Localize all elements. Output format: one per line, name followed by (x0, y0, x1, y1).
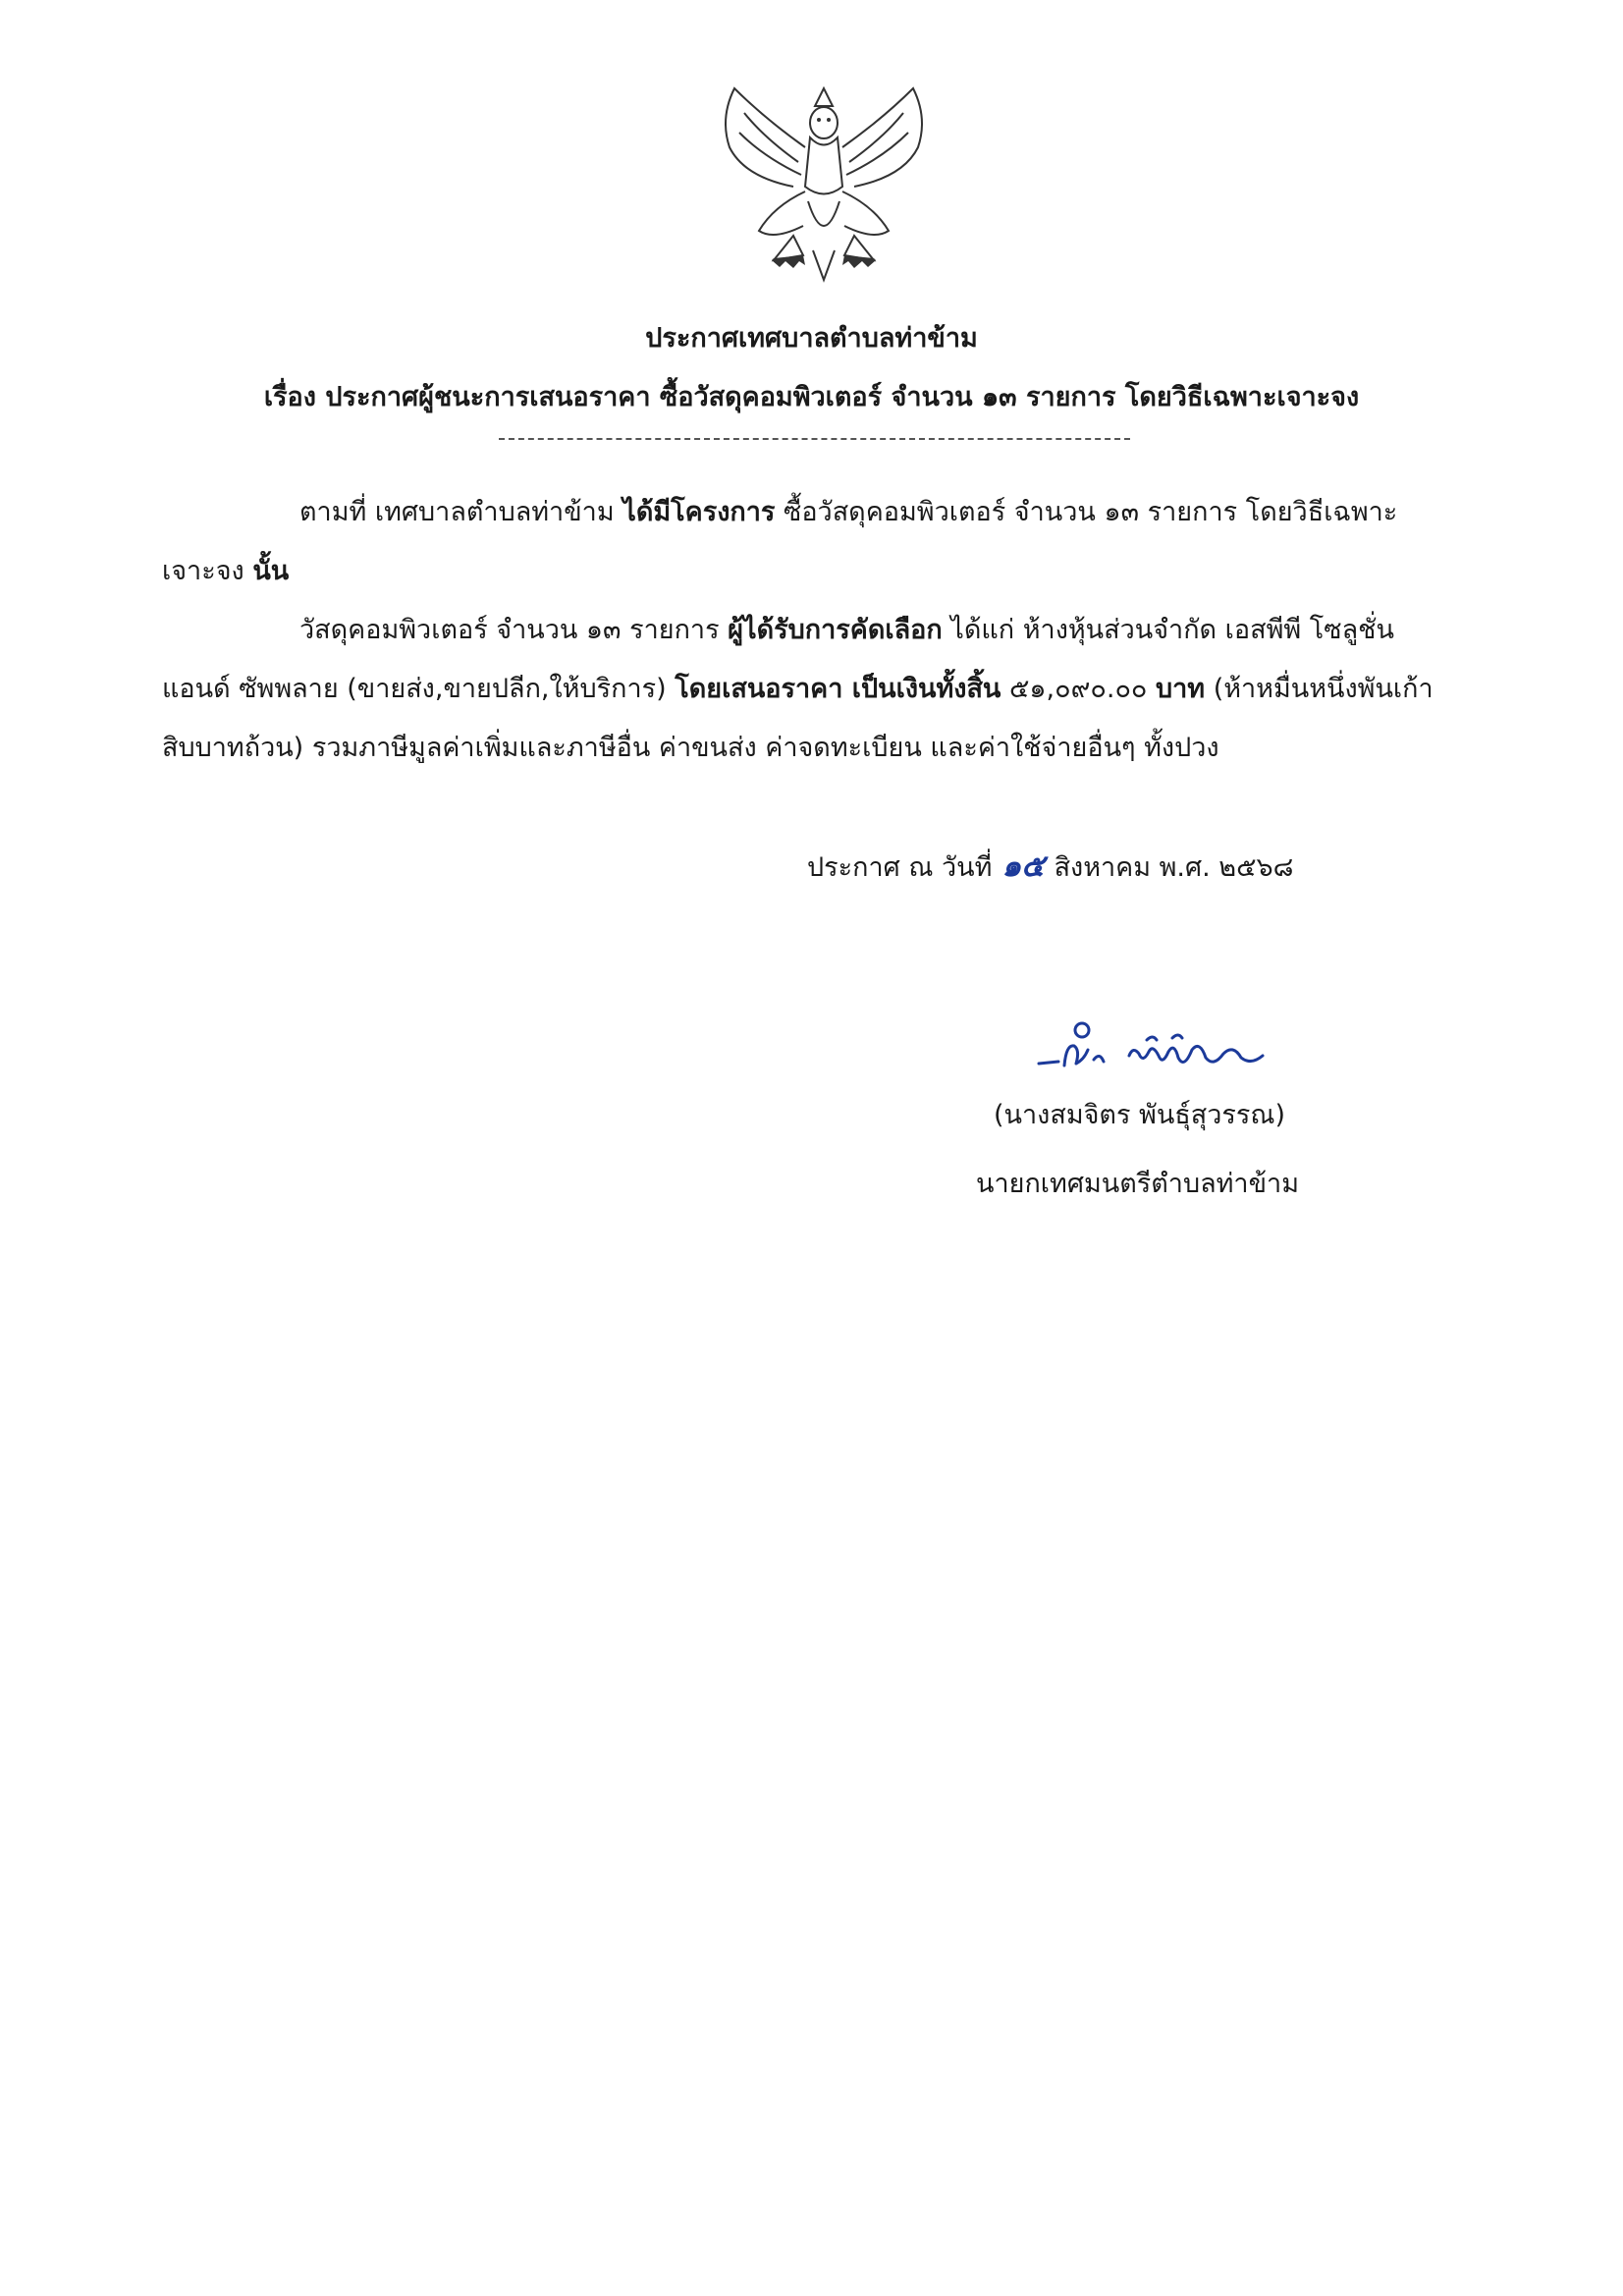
announcement-title: ประกาศเทศบาลตำบลท่าข้าม (645, 323, 978, 354)
signatory-name: (นางสมจิตร พันธุ์สุวรรณ) (994, 1100, 1286, 1130)
announcement-date (807, 841, 1294, 890)
total-amount: ๕๑,๐๙๐.๐๐ (1001, 674, 1156, 704)
paragraph-2-line-3 (162, 719, 1219, 778)
date-day-handwritten: ๑๕ (1001, 848, 1045, 884)
divider (499, 438, 1130, 440)
text-segment-bold: บาท (1156, 674, 1206, 704)
handwritten-signature (1031, 1016, 1276, 1085)
signatory-position: นายกเทศมนตรีตำบลท่าข้าม (976, 1169, 1299, 1199)
text-segment: (ห้าหมื่นหนึ่งพันเก้า (1205, 674, 1434, 704)
text-segment: แอนด์ ซัพพลาย (ขายส่ง,ขายปลีก,ให้บริการ) (162, 674, 676, 704)
date-prefix: ประกาศ ณ วันที่ (807, 852, 993, 883)
text-segment: เจาะจง (162, 556, 253, 586)
text-segment: ซื้อวัสดุคอมพิวเตอร์ จำนวน ๑๓ รายการ โดยวิธีเฉพาะ (775, 497, 1398, 527)
paragraph-2-line-1 (299, 601, 1394, 660)
text-segment-bold: ได้มีโครงการ (622, 497, 776, 527)
text-segment-bold: ผู้ได้รับการคัดเลือก (728, 615, 943, 645)
date-month-year: สิงหาคม พ.ศ. ๒๕๖๘ (1054, 852, 1294, 883)
text-segment: วัสดุคอมพิวเตอร์ จำนวน ๑๓ รายการ (299, 615, 729, 645)
paragraph-1-line-1 (299, 483, 1397, 542)
text-segment: ตามที่ เทศบาลตำบลท่าข้าม (299, 497, 623, 527)
text-segment: สิบบาทถ้วน) (162, 733, 312, 763)
paragraph-1-line-2 (162, 542, 289, 601)
garuda-emblem-icon (715, 79, 933, 290)
text-segment: ได้แก่ ห้างหุ้นส่วนจำกัด เอสพีพี โซลูชั่น (942, 615, 1394, 645)
text-segment: รวมภาษีมูลค่าเพิ่มและภาษีอื่น ค่าขนส่ง ค่าจดทะเบียน และค่าใช้จ่ายอื่นๆ ทั้งปวง (311, 733, 1219, 763)
paragraph-2-line-2 (162, 660, 1434, 719)
announcement-subject: เรื่อง ประกาศผู้ชนะการเสนอราคา ซื้อวัสดุคอมพิวเตอร์ จำนวน ๑๓ รายการ โดยวิธีเฉพาะเจาะจง (263, 382, 1360, 412)
text-segment-bold: โดยเสนอราคา เป็นเงินทั้งสิ้น (675, 674, 1001, 704)
text-segment-bold: นั้น (252, 556, 290, 586)
